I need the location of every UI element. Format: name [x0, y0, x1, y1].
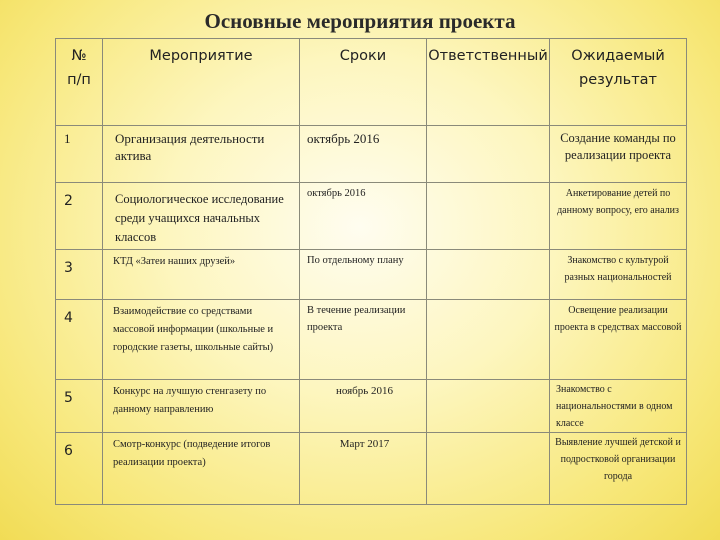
row-result: Освещение реализации проекта в средствах массовой: [550, 300, 687, 380]
row-responsible: [427, 183, 550, 250]
row-dates: Март 2017: [300, 433, 427, 505]
table-row: [56, 300, 687, 380]
row-dates: В течение реализации проекта: [300, 300, 427, 380]
row-result: Создание команды по реализации проекта: [550, 126, 687, 183]
row-responsible: [427, 380, 550, 433]
row-responsible: [427, 300, 550, 380]
row-result: Анкетирование детей по данному вопросу, его анализ: [550, 183, 687, 250]
row-dates: октябрь 2016: [300, 183, 427, 250]
header-num: № п/п: [56, 39, 103, 126]
header-dates: Сроки: [300, 39, 427, 126]
row-dates: По отдельному плану: [300, 250, 427, 300]
row-result: Выявление лучшей детской и подростковой организации города: [550, 433, 687, 505]
row-event: Смотр-конкурс (подведение итогов реализации проекта): [103, 433, 300, 505]
page-title: Основные мероприятия проекта: [204, 9, 516, 33]
table-row: [56, 183, 687, 250]
header-result: Ожидаемый результат: [550, 39, 687, 126]
row-event: Организация деятельности актива: [103, 126, 300, 183]
row-responsible: [427, 433, 550, 505]
row-event: Взаимодействие со средствами массовой информации (школьные и городские газеты, школьные сайты): [103, 300, 300, 380]
table-header-row: [56, 39, 687, 126]
table-row: [56, 433, 687, 505]
row-num: 1: [56, 126, 103, 183]
row-num: 3: [56, 250, 103, 300]
row-dates: октябрь 2016: [300, 126, 427, 183]
row-event: Социологическое исследование среди учащихся начальных классов: [103, 183, 300, 250]
row-result: Знакомство с культурой разных национальностей: [550, 250, 687, 300]
header-event: Мероприятие: [103, 39, 300, 126]
row-num: 2: [56, 183, 103, 250]
table-row: [56, 126, 687, 183]
row-num: 4: [56, 300, 103, 380]
project-events-table: [55, 38, 687, 505]
row-num: 5: [56, 380, 103, 433]
row-event: Конкурс на лучшую стенгазету по данному направлению: [103, 380, 300, 433]
row-responsible: [427, 126, 550, 183]
row-event: КТД «Затеи наших друзей»: [103, 250, 300, 300]
header-responsible: Ответственный: [427, 39, 550, 126]
table-row: [56, 380, 687, 433]
row-dates: ноябрь 2016: [300, 380, 427, 433]
row-result: Знакомство с национальностями в одном классе: [550, 380, 687, 433]
row-responsible: [427, 250, 550, 300]
row-num: 6: [56, 433, 103, 505]
table-row: [56, 250, 687, 300]
